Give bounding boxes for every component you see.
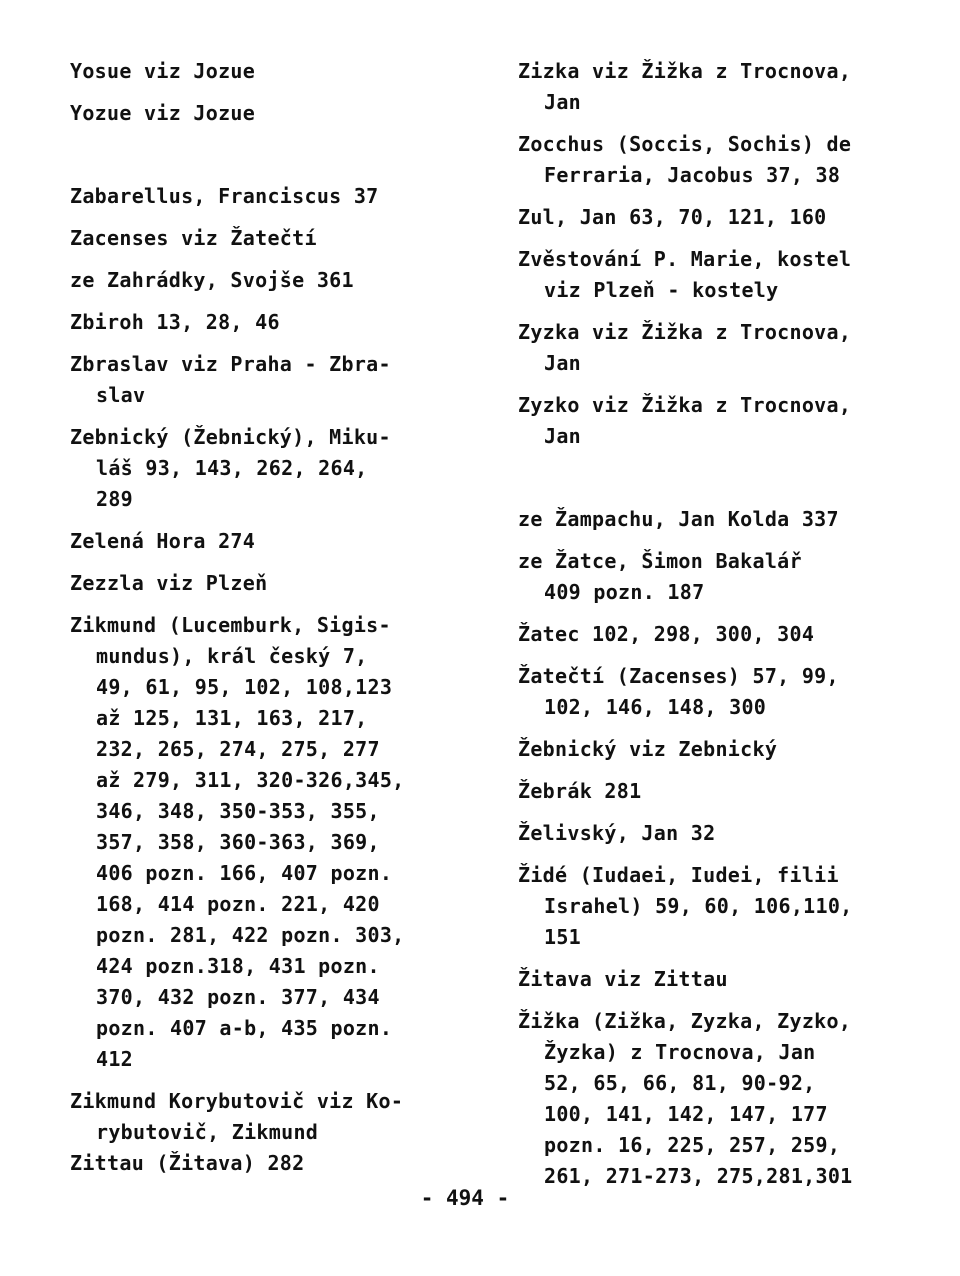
index-entry bbox=[518, 619, 918, 650]
entry-heading-line: Zebnický (Žebnický), Miku- bbox=[70, 425, 391, 449]
entry-continuation-line: Israhel) 59, 60, 106,110, bbox=[544, 894, 853, 918]
entry-continuation-line: 100, 141, 142, 147, 177 bbox=[544, 1102, 828, 1126]
index-entry bbox=[70, 422, 450, 515]
index-entry bbox=[70, 56, 450, 87]
index-entry bbox=[518, 129, 918, 191]
entry-continuation-line: 151 bbox=[544, 925, 582, 949]
entry-heading-line: Židé (Iudaei, Iudei, filii bbox=[518, 863, 839, 887]
entry-continuation-line: pozn. 407 a-b, 435 pozn. bbox=[96, 1016, 393, 1040]
entry-continuation-line: 232, 265, 274, 275, 277 bbox=[96, 737, 380, 761]
entry-continuation-line: 49, 61, 95, 102, 108,123 bbox=[96, 675, 393, 699]
index-entry bbox=[518, 734, 918, 765]
entry-heading-line: Zbraslav viz Praha - Zbra- bbox=[70, 352, 391, 376]
entry-heading-line: Zyzko viz Žižka z Trocnova, bbox=[518, 393, 852, 417]
entry-heading-line: ze Žampachu, Jan Kolda 337 bbox=[518, 507, 839, 531]
entry-heading-line: Zelená Hora 274 bbox=[70, 529, 256, 553]
entry-continuation-line: 412 bbox=[96, 1047, 134, 1071]
entry-continuation-line: 357, 358, 360-363, 369, bbox=[96, 830, 380, 854]
index-entry bbox=[70, 568, 450, 599]
index-entry bbox=[518, 317, 918, 379]
entry-continuation-line: láš 93, 143, 262, 264, bbox=[96, 456, 368, 480]
index-entry bbox=[70, 223, 450, 254]
index-entry bbox=[518, 390, 918, 452]
entry-heading-line: Žebrák 281 bbox=[518, 779, 642, 803]
entry-continuation-line: pozn. 281, 422 pozn. 303, bbox=[96, 923, 405, 947]
page-number: - 494 - bbox=[420, 1186, 510, 1210]
entry-continuation-line: slav bbox=[96, 383, 146, 407]
entry-continuation-line: až 125, 131, 163, 217, bbox=[96, 706, 368, 730]
index-entry bbox=[518, 860, 918, 953]
entry-heading-line: Zizka viz Žižka z Trocnova, bbox=[518, 59, 852, 83]
index-entry bbox=[70, 265, 450, 296]
index-entry bbox=[518, 661, 918, 723]
index-entry bbox=[70, 1148, 450, 1179]
entry-heading-line: ze Žatce, Šimon Bakalář bbox=[518, 549, 802, 573]
entry-heading-line: Zittau (Žitava) 282 bbox=[70, 1151, 305, 1175]
entry-continuation-line: viz Plzeň - kostely bbox=[544, 278, 779, 302]
index-column-right bbox=[518, 56, 918, 1192]
entry-continuation-line: 52, 65, 66, 81, 90-92, bbox=[544, 1071, 816, 1095]
entry-heading-line: Yozue viz Jozue bbox=[70, 101, 256, 125]
index-entry bbox=[70, 307, 450, 338]
entry-heading-line: Žitava viz Zittau bbox=[518, 967, 728, 991]
index-entry bbox=[70, 1086, 450, 1148]
index-entry bbox=[70, 526, 450, 557]
entry-continuation-line: mundus), král český 7, bbox=[96, 644, 368, 668]
entry-heading-line: Zul, Jan 63, 70, 121, 160 bbox=[518, 205, 827, 229]
entry-continuation-line: 346, 348, 350-353, 355, bbox=[96, 799, 380, 823]
entry-continuation-line: 261, 271-273, 275,281,301 bbox=[544, 1164, 853, 1188]
index-entry bbox=[518, 56, 918, 118]
entry-heading-line: Želivský, Jan 32 bbox=[518, 821, 716, 845]
entry-heading-line: Zvěstování P. Marie, kostel bbox=[518, 247, 852, 271]
entry-heading-line: Žatečtí (Zacenses) 57, 99, bbox=[518, 664, 839, 688]
entry-continuation-line: 102, 146, 148, 300 bbox=[544, 695, 767, 719]
entry-heading-line: Zacenses viz Žatečtí bbox=[70, 226, 317, 250]
entry-continuation-line: Jan bbox=[544, 351, 582, 375]
entry-continuation-line: 370, 432 pozn. 377, 434 bbox=[96, 985, 380, 1009]
index-entry bbox=[518, 504, 918, 535]
entry-heading-line: Zyzka viz Žižka z Trocnova, bbox=[518, 320, 852, 344]
entry-heading-line: Zabarellus, Franciscus 37 bbox=[70, 184, 379, 208]
entry-continuation-line: rybutovič, Zikmund bbox=[96, 1120, 319, 1144]
entry-heading-line: Žebnický viz Zebnický bbox=[518, 737, 778, 761]
entry-heading-line: Zezzla viz Plzeň bbox=[70, 571, 268, 595]
entry-heading-line: Žižka (Zižka, Zyzka, Zyzko, bbox=[518, 1009, 852, 1033]
index-entry bbox=[70, 98, 450, 129]
index-entry bbox=[518, 202, 918, 233]
entry-continuation-line: 409 pozn. 187 bbox=[544, 580, 705, 604]
entry-continuation-line: 406 pozn. 166, 407 pozn. bbox=[96, 861, 393, 885]
index-entry bbox=[70, 610, 450, 1075]
index-entry bbox=[518, 1006, 918, 1192]
index-entry bbox=[70, 349, 450, 411]
index-entry bbox=[518, 964, 918, 995]
entry-continuation-line: 168, 414 pozn. 221, 420 bbox=[96, 892, 380, 916]
entry-continuation-line: Jan bbox=[544, 90, 582, 114]
index-column-left bbox=[70, 56, 450, 1179]
index-entry bbox=[518, 818, 918, 849]
entry-heading-line: Yosue viz Jozue bbox=[70, 59, 256, 83]
index-entry bbox=[70, 181, 450, 212]
index-entry bbox=[518, 776, 918, 807]
entry-continuation-line: Žyzka) z Trocnova, Jan bbox=[544, 1040, 816, 1064]
index-entry bbox=[518, 546, 918, 608]
entry-heading-line: Zikmund (Lucemburk, Sigis- bbox=[70, 613, 391, 637]
entry-continuation-line: Jan bbox=[544, 424, 582, 448]
entry-heading-line: Žatec 102, 298, 300, 304 bbox=[518, 622, 815, 646]
entry-heading-line: ze Zahrádky, Svojše 361 bbox=[70, 268, 354, 292]
entry-heading-line: Zbiroh 13, 28, 46 bbox=[70, 310, 280, 334]
entry-continuation-line: pozn. 16, 225, 257, 259, bbox=[544, 1133, 841, 1157]
entry-heading-line: Zikmund Korybutovič viz Ko- bbox=[70, 1089, 404, 1113]
entry-continuation-line: 289 bbox=[96, 487, 134, 511]
index-entry bbox=[518, 244, 918, 306]
entry-heading-line: Zocchus (Soccis, Sochis) de bbox=[518, 132, 852, 156]
entry-continuation-line: až 279, 311, 320-326,345, bbox=[96, 768, 405, 792]
entry-continuation-line: Ferraria, Jacobus 37, 38 bbox=[544, 163, 841, 187]
entry-continuation-line: 424 pozn.318, 431 pozn. bbox=[96, 954, 380, 978]
